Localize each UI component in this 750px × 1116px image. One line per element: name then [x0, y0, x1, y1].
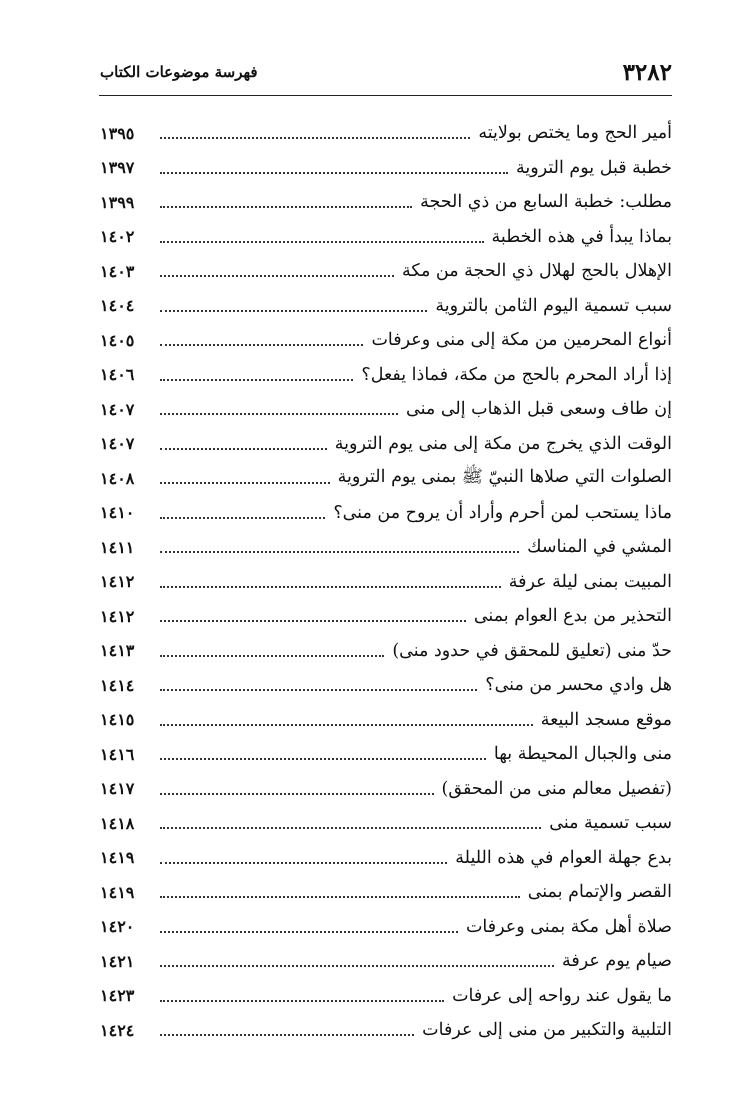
toc-entry-page: ١٤١٦: [100, 744, 135, 764]
dot-leader: [160, 793, 434, 795]
toc-entry-page: ١٤٠٧: [100, 399, 135, 419]
toc-entry: [100, 530, 672, 565]
toc-entry-page: ١٤١٨: [100, 813, 135, 833]
toc-entry: [100, 185, 672, 220]
toc-entry: [100, 392, 672, 427]
toc-entry-title: بماذا يبدأ في هذه الخطبة: [491, 226, 672, 247]
toc-entry-page: ١٤٠٨: [100, 468, 135, 488]
dot-leader: [160, 379, 353, 381]
dot-leader: [160, 482, 330, 484]
toc-entry: [100, 220, 672, 255]
dot-leader: [160, 620, 466, 622]
toc-entry-title: سبب تسمية اليوم الثامن بالتروية: [435, 295, 672, 316]
toc-entry: [100, 737, 672, 772]
toc-entry-title: إذا أراد المحرم بالحج من مكة، فماذا يفعل؟: [361, 364, 672, 385]
toc-entry-title: منى والجبال المحيطة بها: [493, 744, 672, 765]
dot-leader: [160, 758, 486, 760]
toc-entry: [100, 806, 672, 841]
toc-entry-page: ١٣٩٧: [100, 158, 135, 178]
dot-leader: [160, 137, 470, 139]
toc-entry-page: ١٣٩٥: [100, 123, 135, 143]
toc-entry-title: المبيت بمنى ليلة عرفة: [508, 571, 672, 592]
toc-entry: [100, 703, 672, 738]
toc-entry-title: حدّ منى (تعليق للمحقق في حدود منى): [392, 640, 672, 661]
toc-entry-title: ماذا يستحب لمن أحرم وأراد أن يروح من منى؟: [333, 502, 672, 523]
toc-entry: [100, 599, 672, 634]
toc-entry-page: ١٤٢٠: [100, 917, 135, 937]
toc-entry-title: التلبية والتكبير من منى إلى عرفات: [422, 1020, 672, 1041]
toc-entry-page: ١٤١٩: [100, 882, 135, 902]
toc-entry: [100, 875, 672, 910]
toc-entry: [100, 358, 672, 393]
toc-entry-page: ١٤٠٣: [100, 261, 135, 281]
toc-entry: [100, 427, 672, 462]
dot-leader: [160, 172, 508, 174]
toc-entry-title: إن طاف وسعى قبل الذهاب إلى منى: [406, 399, 672, 420]
dot-leader: [160, 896, 520, 898]
toc-entry-page: ١٤١٩: [100, 848, 135, 868]
dot-leader: [160, 206, 412, 208]
toc-entry-page: ١٤١٢: [100, 572, 135, 592]
toc-entry: [100, 910, 672, 945]
toc-entry: [100, 461, 672, 496]
dot-leader: [160, 517, 325, 519]
toc-entry-title: القصر والإتمام بمنى: [527, 882, 672, 903]
toc-entry: [100, 496, 672, 531]
toc-entry-title: (تفصيل معالم منى من المحقق): [441, 778, 672, 799]
toc-entry-title: صيام يوم عرفة: [561, 951, 672, 972]
toc-entry-title: هل وادي محسر من منى؟: [485, 675, 672, 696]
toc-entry-title: أمير الحج وما يختص بولايته: [478, 123, 672, 144]
dot-leader: [160, 1000, 444, 1002]
toc-entry: [100, 634, 672, 669]
dot-leader: [160, 827, 541, 829]
toc-entry-page: ١٤٠٦: [100, 365, 135, 385]
toc-entry-title: أنواع المحرمين من مكة إلى منى وعرفات: [371, 330, 672, 351]
toc-entry-title: صلاة أهل مكة بمنى وعرفات: [465, 916, 672, 937]
toc-entry-title: الإهلال بالحج لهلال ذي الحجة من مكة: [401, 261, 672, 282]
toc-entry: [100, 841, 672, 876]
toc-entry-title: خطبة قبل يوم التروية: [515, 157, 672, 178]
toc-entry-page: ١٤١١: [100, 537, 135, 557]
dot-leader: [160, 310, 427, 312]
dot-leader: [160, 275, 394, 277]
dot-leader: [160, 655, 384, 657]
toc-entry: [100, 944, 672, 979]
dot-leader: [160, 1034, 414, 1036]
header-rule: [99, 95, 672, 96]
toc-entry-title: مطلب: خطبة السابع من ذي الحجة: [420, 192, 672, 213]
toc-entry-title: الصلوات التي صلاها النبيّ ﷺ بمنى يوم التروية: [337, 467, 672, 488]
toc-entry-page: ١٣٩٩: [100, 192, 135, 212]
table-of-contents: [100, 116, 672, 1048]
toc-entry-page: ١٤٠٢: [100, 227, 135, 247]
toc-entry-page: ١٤١٢: [100, 606, 135, 626]
toc-entry-page: ١٤٠٤: [100, 296, 135, 316]
dot-leader: [160, 448, 327, 450]
dot-leader: [160, 413, 398, 415]
toc-entry-title: بدع جهلة العوام في هذه الليلة: [455, 847, 672, 868]
toc-entry: [100, 254, 672, 289]
toc-entry-title: المشي في المناسك: [527, 537, 672, 558]
running-title: فهرسة موضوعات الكتاب: [100, 63, 258, 81]
toc-entry: [100, 772, 672, 807]
dot-leader: [160, 689, 477, 691]
dot-leader: [160, 965, 554, 967]
page-number: ٣٢٨٢: [622, 58, 672, 86]
toc-entry: [100, 979, 672, 1014]
page-header: [100, 54, 672, 90]
toc-entry-page: ١٤١٠: [100, 503, 135, 523]
dot-leader: [160, 241, 484, 243]
toc-entry-page: ١٤٠٧: [100, 434, 135, 454]
toc-entry: [100, 151, 672, 186]
toc-entry-title: موقع مسجد البيعة: [540, 709, 672, 730]
toc-entry-title: التحذير من بدع العوام بمنى: [473, 606, 672, 627]
dot-leader: [160, 931, 458, 933]
dot-leader: [160, 862, 447, 864]
toc-entry: [100, 289, 672, 324]
dot-leader: [160, 586, 501, 588]
dot-leader: [160, 724, 533, 726]
toc-entry-page: ١٤١٤: [100, 675, 135, 695]
toc-entry-page: ١٤٠٥: [100, 330, 135, 350]
toc-entry-title: الوقت الذي يخرج من مكة إلى منى يوم التروية: [334, 433, 672, 454]
toc-entry-title: سبب تسمية منى: [549, 813, 672, 834]
toc-entry: [100, 1013, 672, 1048]
toc-entry-page: ١٤١٧: [100, 779, 135, 799]
dot-leader: [160, 551, 519, 553]
toc-entry-page: ١٤٢١: [100, 951, 135, 971]
toc-entry-title: ما يقول عند رواحه إلى عرفات: [452, 985, 672, 1006]
toc-entry-page: ١٤٢٣: [100, 986, 135, 1006]
toc-entry-page: ١٤٢٤: [100, 1020, 135, 1040]
toc-entry: [100, 565, 672, 600]
toc-entry: [100, 668, 672, 703]
toc-entry: [100, 116, 672, 151]
toc-entry: [100, 323, 672, 358]
toc-entry-page: ١٤١٥: [100, 710, 135, 730]
toc-entry-page: ١٤١٣: [100, 641, 135, 661]
dot-leader: [160, 344, 363, 346]
